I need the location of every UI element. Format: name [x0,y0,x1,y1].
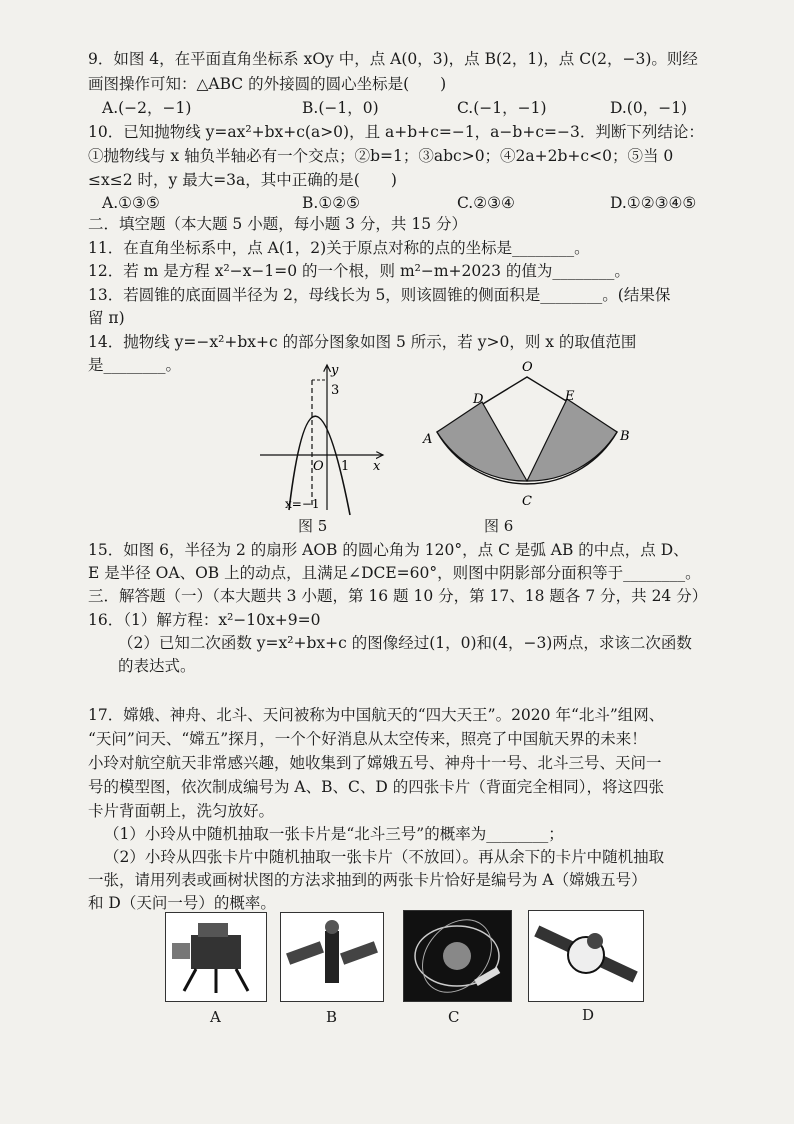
fig6-label-a: A [423,432,433,447]
fig5-one-label: 1 [341,459,350,474]
q17-line3: 小玲对航空航天非常感兴趣，她收集到了嫦娥五号、神舟十一号、北斗三号、天问一 [88,754,662,772]
card-d-tianwen1-image [528,910,644,1002]
q14-line1: 14．抛物线 y=−x²+bx+c 的部分图象如图 5 所示，若 y>0，则 x 的取值范围 [88,333,637,351]
fig6-label-e: E [565,389,575,404]
q15-line1: 15．如图 6，半径为 2 的扇形 AOB 的圆心角为 120°，点 C 是弧 AB 的中点，点 D、 [88,541,689,559]
card-d-label: D [582,1006,595,1024]
q9-line2: 画图操作可知：△ABC 的外接圆的圆心坐标是( ) [88,75,447,93]
q10-option-d: D.①②③④⑤ [610,194,697,212]
q17-sub1: （1）小玲从中随机抽取一张卡片是“北斗三号”的概率为________； [104,825,564,843]
section2-heading: 二．填空题（本大题 5 小题，每小题 3 分，共 15 分） [88,215,468,233]
q9-option-b: B.(−1，0) [302,99,379,117]
q17-line2: “天问”问天、“嫦五”探月，一个个好消息从太空传来，照亮了中国航天界的未来！ [88,730,647,748]
fig5-axis-label: x=−1 [285,497,320,511]
fig5-x-label: x [373,459,381,474]
q9-option-c: C.(−1，−1) [457,99,547,117]
q10-line2: ①抛物线与 x 轴负半轴必有一个交点；②b=1；③abc>0；④2a+2b+c<0；⑤当 0 [88,147,674,165]
q16-line1: 16．（1）解方程：x²−10x+9=0 [88,611,321,629]
fig6-label-b: B [620,429,630,444]
q9-option-a: A.(−2，−1) [102,99,192,117]
q9-line1: 9．如图 4，在平面直角坐标系 xOy 中，点 A(0，3)，点 B(2，1)，点 C(2，−3)。则经 [88,50,698,68]
q13-line1: 13．若圆锥的底面圆半径为 2，母线长为 5，则该圆锥的侧面积是________。(结果保 [88,286,671,304]
figure-5-parabola [255,360,395,520]
q17-line5: 卡片背面朝上，洗匀放好。 [88,802,275,820]
fig5-y-label: y [331,363,339,378]
spacecraft-icon [281,913,383,1001]
card-a-label: A [210,1008,221,1026]
q12: 12．若 m 是方程 x²−x−1=0 的一个根，则 m²−m+2023 的值为________。 [88,262,630,280]
figure-6-caption: 图 6 [484,517,514,535]
fig6-label-c: C [522,494,532,509]
q9-option-d: D.(0，−1) [610,99,688,117]
q10-line1: 10．已知抛物线 y=ax²+bx+c(a>0)，且 a+b+c=−1，a−b+c=−3．判断下列结论： [88,123,704,141]
q17-sub2-line1: （2）小玲从四张卡片中随机抽取一张卡片（不放回）。再从余下的卡片中随机抽取 [104,848,665,866]
fig6-shaded-right [527,399,617,481]
fig6-shaded-left [437,402,527,481]
q15-line2: E 是半径 OA、OB 上的动点，且满足∠DCE=60°，则图中阴影部分面积等于________。 [88,564,701,582]
probe-icon [529,911,643,1001]
fig5-origin-label: O [313,459,324,474]
q13-line2: 留 π) [88,309,125,327]
fig5-three-label: 3 [331,383,340,398]
q14-line2: 是________。 [88,356,182,374]
q10-option-a: A.①③⑤ [102,194,160,212]
satellite-orbit-icon [404,911,511,1001]
figure-5-caption: 图 5 [298,517,328,535]
lander-icon [166,913,266,1001]
q10-line3: ≤x≤2 时，y 最大=3a，其中正确的是( ) [88,171,397,189]
fig6-label-d: D [473,392,484,407]
q16-line2: （2）已知二次函数 y=x²+bx+c 的图像经过(1，0)和(4，−3)两点，求该二次函数 [118,634,692,652]
fig6-label-o: O [522,360,533,375]
card-b-label: B [326,1008,338,1026]
figure-6-sector [415,355,635,515]
q17-sub2-line3: 和 D（天问一号）的概率。 [88,894,276,912]
q17-line1: 17．嫦娥、神舟、北斗、天问被称为中国航天的“四大天王”。2020 年“北斗”组网、 [88,706,665,724]
q17-line4: 号的模型图，依次制成编号为 A、B、C、D 的四张卡片（背面完全相同），将这四张 [88,778,664,796]
q10-option-c: C.②③④ [457,194,515,212]
card-b-shenzhou11-image [280,912,384,1002]
card-c-label: C [448,1008,460,1026]
q16-line3: 的表达式。 [118,657,196,675]
card-a-change5-image [165,912,267,1002]
q10-option-b: B.①②⑤ [302,194,361,212]
card-c-beidou3-image [403,910,512,1002]
q11: 11．在直角坐标系中，点 A(1，2)关于原点对称的点的坐标是________。 [88,239,590,257]
section3-heading: 三．解答题（一）（本大题共 3 小题，第 16 题 10 分，第 17、18 题各 7 分，共 24 分） [88,587,708,605]
q17-sub2-line2: 一张，请用列表或画树状图的方法求抽到的两张卡片恰好是编号为 A（嫦娥五号） [88,871,647,889]
